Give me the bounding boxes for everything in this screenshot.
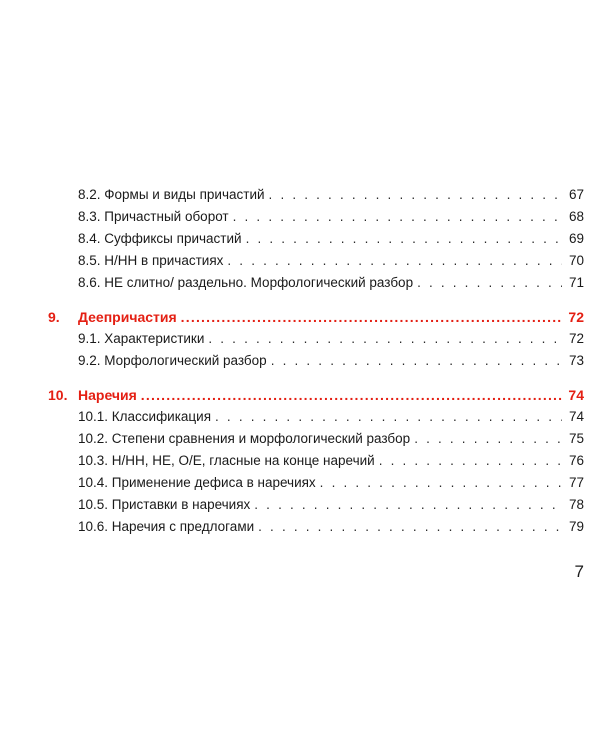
dot-leader <box>269 184 562 206</box>
toc-entry-8-2[interactable] <box>48 184 584 206</box>
toc-entry-title: 8.6. НЕ слитно/ раздельно. Морфологический разбор <box>78 275 414 290</box>
toc-entry-title: 10.2. Степени сравнения и морфологический разбор <box>78 431 411 446</box>
dot-leader <box>258 516 562 538</box>
toc-entry-title: 10.6. Наречия с предлогами <box>78 519 255 534</box>
toc-entry-title: 10.1. Классификация <box>78 409 212 424</box>
section-gap <box>48 294 584 306</box>
toc-entry-page: 76 <box>568 453 584 468</box>
toc-entry-10-6[interactable] <box>48 516 584 538</box>
toc-entry-page: 73 <box>568 353 584 368</box>
toc-chapter-label: Деепричастия <box>78 309 177 325</box>
toc-entry-page: 79 <box>568 519 584 534</box>
toc-entry-8-6[interactable] <box>48 272 584 294</box>
table-of-contents <box>48 184 584 538</box>
toc-entry-8-5[interactable] <box>48 250 584 272</box>
toc-chapter-label: Наречия <box>78 387 137 403</box>
toc-entry-title: 8.4. Суффиксы причастий <box>78 231 242 246</box>
toc-entry-10-3[interactable] <box>48 450 584 472</box>
toc-entry-page: 78 <box>568 497 584 512</box>
dot-leader <box>320 472 562 494</box>
dot-leader <box>271 350 562 372</box>
toc-entry-title: 8.5. Н/НН в причастиях <box>78 253 224 268</box>
dot-leader <box>414 428 562 450</box>
toc-entry-page: 70 <box>568 253 584 268</box>
toc-entry-page: 68 <box>568 209 584 224</box>
toc-entry-9-1[interactable] <box>48 328 584 350</box>
section-gap <box>48 372 584 384</box>
toc-entry-page: 69 <box>568 231 584 246</box>
toc-chapter-page: 72 <box>568 309 584 325</box>
toc-entry-title: 10.4. Применение дефиса в наречиях <box>78 475 316 490</box>
dot-leader <box>141 384 562 406</box>
toc-entry-8-3[interactable] <box>48 206 584 228</box>
page-number: 7 <box>574 562 584 581</box>
toc-entry-10-1[interactable] <box>48 406 584 428</box>
dot-leader <box>227 250 562 272</box>
toc-entry-title: 9.2. Морфологический разбор <box>78 353 267 368</box>
toc-entry-page: 67 <box>568 187 584 202</box>
toc-chapter-title <box>48 306 177 328</box>
dot-leader <box>246 228 562 250</box>
toc-entry-8-4[interactable] <box>48 228 584 250</box>
toc-entry-title: 10.3. Н/НН, НЕ, О/Е, гласные на конце наречий <box>78 453 375 468</box>
toc-entry-page: 77 <box>568 475 584 490</box>
toc-entry-page: 71 <box>568 275 584 290</box>
dot-leader <box>208 328 562 350</box>
toc-entry-10-2[interactable] <box>48 428 584 450</box>
dot-leader <box>233 206 562 228</box>
dot-leader <box>417 272 562 294</box>
toc-entry-9-2[interactable] <box>48 350 584 372</box>
toc-entry-10-4[interactable] <box>48 472 584 494</box>
toc-entry-title: 8.3. Причастный оборот <box>78 209 229 224</box>
toc-chapter-page: 74 <box>568 387 584 403</box>
toc-entry-page: 74 <box>568 409 584 424</box>
toc-chapter-title <box>48 384 137 406</box>
toc-entry-title: 10.5. Приставки в наречиях <box>78 497 251 512</box>
toc-chapter-number: 10. <box>48 387 68 403</box>
toc-entry-10-5[interactable] <box>48 494 584 516</box>
dot-leader <box>254 494 562 516</box>
dot-leader <box>215 406 562 428</box>
toc-entry-page: 75 <box>568 431 584 446</box>
toc-entry-page: 72 <box>568 331 584 346</box>
toc-chapter-10[interactable] <box>48 384 584 406</box>
toc-entry-title: 9.1. Характеристики <box>78 331 205 346</box>
dot-leader <box>181 306 562 328</box>
toc-entry-title: 8.2. Формы и виды причастий <box>78 187 265 202</box>
dot-leader <box>379 450 562 472</box>
toc-chapter-number: 9. <box>48 309 60 325</box>
toc-chapter-9[interactable] <box>48 306 584 328</box>
